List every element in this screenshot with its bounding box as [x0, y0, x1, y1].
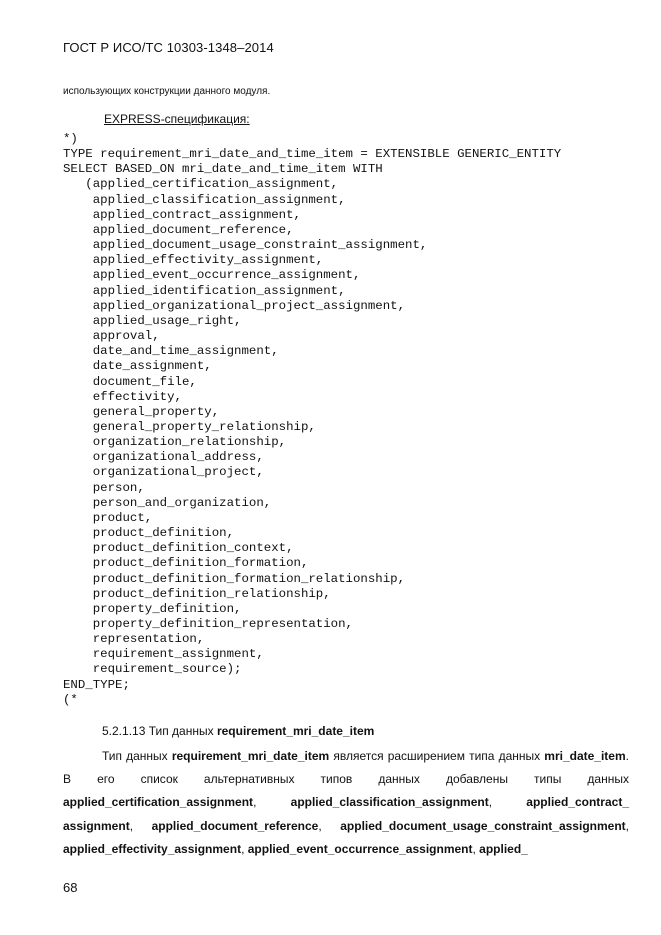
para-term-9: applied_event_occurrence_assignment	[247, 841, 473, 856]
code-line: applied_organizational_project_assignment,	[63, 298, 406, 313]
code-line: applied_effectivity_assignment,	[63, 253, 324, 268]
code-line: organization_relationship,	[63, 435, 287, 450]
code-line: organizational_address,	[63, 450, 264, 465]
code-line: property_definition_representation,	[63, 617, 353, 631]
code-line: representation,	[63, 632, 205, 647]
code-line: END_TYPE;	[63, 677, 130, 692]
code-line: document_file,	[63, 374, 197, 389]
code-line: general_property_relationship,	[63, 419, 316, 434]
para-term-2: mri_date_item	[544, 749, 626, 763]
para-text-1: Тип данных	[102, 749, 172, 763]
para-term-3: applied_certification_assignment	[63, 795, 254, 810]
code-line: applied_contract_assignment,	[63, 207, 301, 222]
code-line: applied_event_occurrence_assignment,	[63, 268, 361, 283]
para-term-7: applied_document_usage_constraint_assignment	[340, 818, 626, 833]
code-line: TYPE requirement_mri_date_and_time_item = EXTENSIBLE GENERIC_ENTITY	[63, 147, 562, 162]
code-line: requirement_assignment,	[63, 647, 264, 662]
para-term-1: requirement_mri_date_item	[171, 749, 330, 763]
code-line: *)	[63, 132, 78, 146]
para-text-2: является расширением типа данных	[329, 749, 545, 763]
para-sep-3: ,	[253, 795, 291, 810]
section-type-name: requirement_mri_date_item	[216, 724, 375, 738]
code-line: product_definition_relationship,	[63, 586, 331, 601]
section-number-title: 5.2.1.13 Тип данных	[102, 724, 217, 738]
code-line: (*	[63, 692, 78, 707]
code-line: product_definition_formation_relationship,	[63, 571, 406, 586]
para-term-5: applied_contract_ assignment	[63, 795, 629, 833]
express-spec-label	[104, 112, 250, 126]
code-line: person_and_organization,	[63, 495, 272, 510]
express-code-block	[63, 132, 561, 708]
code-line: date_assignment,	[63, 359, 212, 374]
para-text-3: . В его список альтернативных типов данных добавлены типы данных	[63, 749, 629, 787]
para-sep-4: ,	[488, 795, 527, 810]
para-sep-8: ,	[241, 841, 248, 856]
code-line: requirement_source);	[63, 662, 242, 677]
code-line: general_property,	[63, 404, 220, 419]
code-line: product,	[63, 510, 153, 525]
lead-line-text: использующих конструкции данного модуля.	[63, 86, 271, 97]
code-line: person,	[63, 480, 145, 495]
para-sep-5: ,	[129, 818, 152, 833]
code-line: (applied_certification_assignment,	[63, 177, 339, 192]
express-spec-label-text: EXPRESS-спецификация	[104, 112, 247, 126]
express-spec-label-colon: :	[246, 112, 250, 126]
code-line: applied_classification_assignment,	[63, 192, 346, 207]
code-line: applied_usage_right,	[63, 313, 242, 328]
running-header: ГОСТ Р ИСО/ТС 10303-1348–2014	[63, 40, 274, 55]
code-line: product_definition,	[63, 526, 235, 541]
code-line: applied_identification_assignment,	[63, 283, 346, 298]
para-term-8: applied_effectivity_assignment	[63, 841, 242, 856]
para-term-4: applied_classification_assignment	[290, 795, 489, 810]
code-line: organizational_project,	[63, 465, 264, 480]
code-line: approval,	[63, 329, 160, 344]
para-sep-6: ,	[318, 818, 341, 833]
code-line: effectivity,	[63, 389, 182, 404]
code-line: SELECT BASED_ON mri_date_and_time_item WITH	[63, 162, 383, 177]
code-line: product_definition_context,	[63, 541, 294, 556]
section-heading	[102, 724, 374, 738]
para-term-6: applied_document_reference	[151, 818, 319, 833]
page-number: 68	[63, 880, 78, 895]
para-sep-7: ,	[625, 818, 629, 833]
code-line: product_definition_formation,	[63, 556, 309, 571]
para-term-10: applied_	[479, 841, 528, 856]
code-line: property_definition,	[63, 601, 242, 616]
code-line: applied_document_reference,	[63, 222, 294, 237]
code-line: date_and_time_assignment,	[63, 344, 279, 359]
section-paragraph	[63, 745, 629, 861]
code-line: applied_document_usage_constraint_assignment,	[63, 238, 428, 253]
para-sep-9: ,	[472, 841, 480, 856]
